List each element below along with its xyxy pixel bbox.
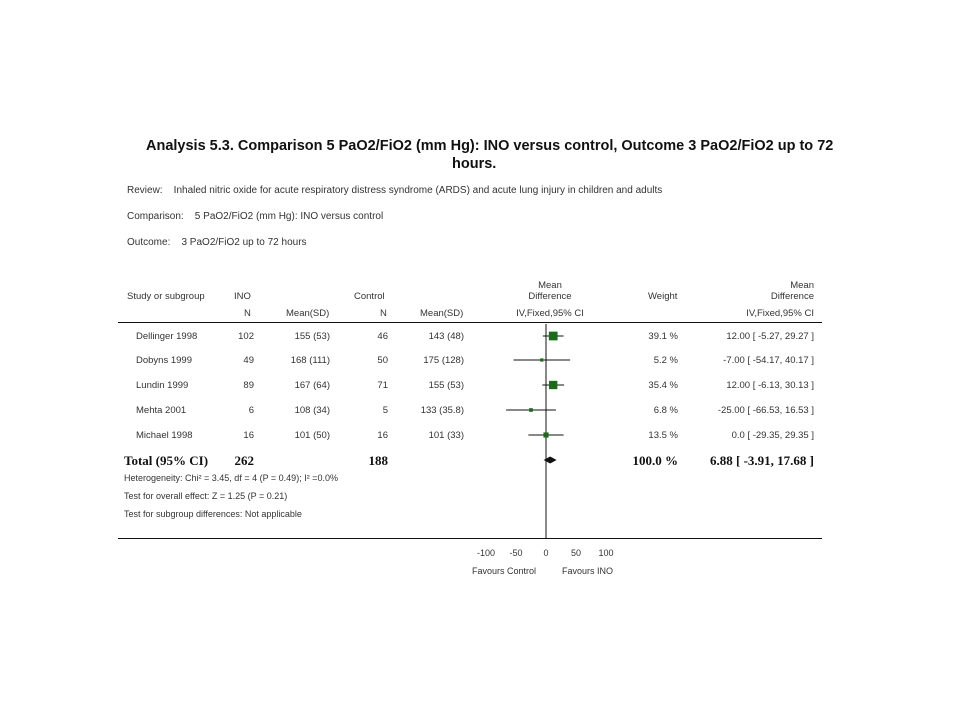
study-marker [543, 432, 548, 437]
outcome-line: Outcome: 3 PaO2/FiO2 up to 72 hours [127, 237, 307, 248]
row-ci: 12.00 [ -5.27, 29.27 ] [726, 331, 814, 342]
row-weight: 5.2 % [653, 355, 678, 366]
col-ino-mean: Mean(SD) [286, 308, 330, 319]
row-weight: 6.8 % [653, 405, 678, 416]
total-weight: 100.0 % [632, 453, 678, 468]
row-study: Lundin 1999 [136, 380, 189, 391]
pooled-diamond [544, 457, 557, 464]
favours-ino-label: Favours INO [562, 566, 614, 576]
col-control: Control [354, 291, 385, 302]
row-ino-mean: 168 (111) [290, 355, 330, 366]
study-marker [529, 408, 533, 412]
x-tick-label: -50 [509, 548, 523, 558]
row-ino-mean: 167 (64) [294, 380, 330, 391]
row-ctrl-n: 50 [377, 355, 388, 366]
bottom-rule [118, 538, 822, 539]
comparison-line: Comparison: 5 PaO2/FiO2 (mm Hg): INO versus control [127, 211, 384, 222]
row-weight: 13.5 % [648, 430, 678, 441]
analysis-title-line2: hours. [452, 156, 497, 172]
x-tick-label: 100 [598, 548, 614, 558]
row-ci: -25.00 [ -66.53, 16.53 ] [717, 405, 814, 416]
overall-effect-note: Test for overall effect: Z = 1.25 (P = 0.21) [124, 491, 288, 501]
review-line: Review: Inhaled nitric oxide for acute respiratory distress syndrome (ARDS) and acute lung injury in children and adults [127, 185, 663, 196]
x-tick-label: -100 [476, 548, 496, 558]
row-study: Dobyns 1999 [136, 355, 192, 366]
col-ino: INO [234, 291, 251, 302]
x-tick-label: 0 [543, 548, 549, 558]
row-ctrl-mean: 175 (128) [423, 355, 464, 366]
row-ci: 12.00 [ -6.13, 30.13 ] [726, 380, 814, 391]
total-label: Total (95% CI) [124, 453, 209, 468]
row-ctrl-n: 5 [382, 405, 388, 416]
row-ino-mean: 155 (53) [294, 331, 330, 342]
total-ctrl-n: 188 [368, 453, 388, 468]
row-ino-mean: 108 (34) [294, 405, 330, 416]
row-ino-n: 89 [243, 380, 254, 391]
col-md-line1: Mean [538, 280, 562, 291]
col-md2-line2: Difference [770, 291, 814, 302]
col-weight: Weight [648, 291, 678, 302]
col-control-n: N [380, 308, 387, 319]
favours-control-label: Favours Control [472, 566, 537, 576]
total-ino-n: 262 [234, 453, 254, 468]
col-md2-line3: IV,Fixed,95% CI [746, 308, 814, 319]
row-weight: 39.1 % [648, 331, 678, 342]
row-ctrl-n: 16 [377, 430, 388, 441]
row-study: Dellinger 1998 [136, 331, 198, 342]
row-ino-mean: 101 (50) [294, 430, 330, 441]
row-ci: -7.00 [ -54.17, 40.17 ] [723, 355, 814, 366]
row-study: Michael 1998 [136, 430, 193, 441]
row-ctrl-mean: 143 (48) [428, 331, 464, 342]
analysis-title-line1: Analysis 5.3. Comparison 5 PaO2/FiO2 (mm Hg): INO versus control, Outcome 3 PaO2/FiO2 up to 72 [146, 138, 834, 154]
row-ctrl-mean: 101 (33) [428, 430, 464, 441]
row-ctrl-n: 71 [377, 380, 388, 391]
row-ino-n: 102 [238, 331, 254, 342]
col-study: Study or subgroup [127, 291, 205, 302]
col-control-mean: Mean(SD) [420, 308, 464, 319]
x-tick-label: 50 [570, 548, 582, 558]
row-ci: 0.0 [ -29.35, 29.35 ] [731, 430, 814, 441]
study-marker [549, 332, 558, 341]
header-rule [118, 322, 822, 323]
col-md-line2: Difference [528, 291, 572, 302]
col-ino-n: N [244, 308, 251, 319]
row-ctrl-n: 46 [377, 331, 388, 342]
row-ino-n: 16 [243, 430, 254, 441]
row-ino-n: 49 [243, 355, 254, 366]
row-weight: 35.4 % [648, 380, 678, 391]
heterogeneity-note: Heterogeneity: Chi² = 3.45, df = 4 (P = 0.49); I² =0.0% [124, 473, 338, 483]
row-study: Mehta 2001 [136, 405, 187, 416]
col-md-line3: IV,Fixed,95% CI [516, 308, 584, 319]
row-ctrl-mean: 155 (53) [428, 380, 464, 391]
col-md2-line1: Mean [790, 280, 814, 291]
row-ctrl-mean: 133 (35.8) [420, 405, 464, 416]
study-marker [540, 358, 543, 361]
subgroup-note: Test for subgroup differences: Not applicable [124, 509, 302, 519]
study-marker [549, 381, 557, 389]
total-ci: 6.88 [ -3.91, 17.68 ] [710, 453, 814, 468]
row-ino-n: 6 [248, 405, 254, 416]
